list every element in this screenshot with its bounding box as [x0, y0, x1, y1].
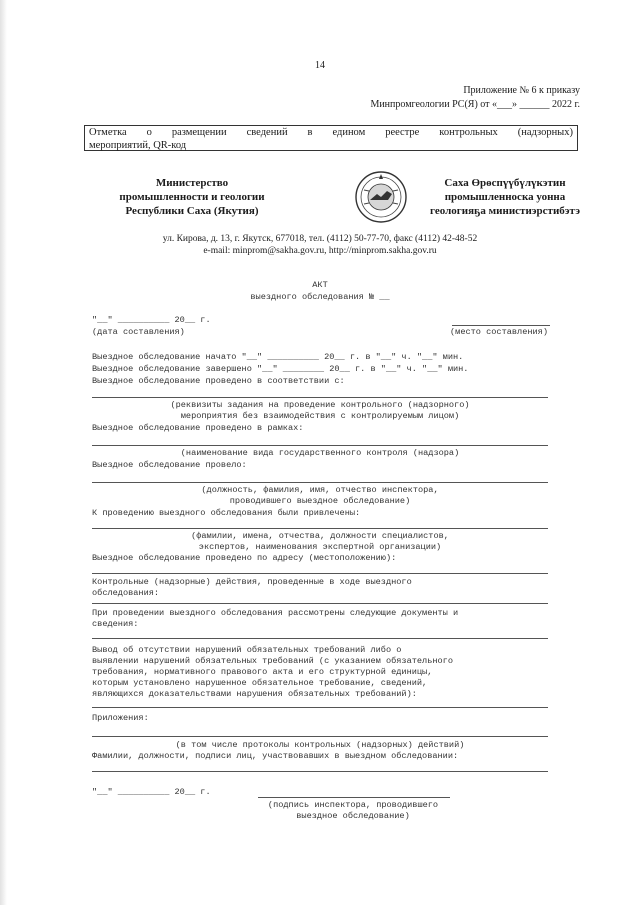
participants-line: Фамилии, должности, подписи лиц, участвовавших в выездном обследовании: — [92, 751, 459, 761]
page-number: 14 — [315, 60, 325, 71]
registry-box — [84, 125, 578, 151]
sign-date: "__" __________ 20__ г. — [92, 787, 211, 797]
ministry-sah-line-3: геологияҕа министиэрстибэтэ — [430, 205, 580, 217]
ministry-name-russian — [112, 176, 272, 218]
conclusion-line-3: требования, нормативного правового акта и его структурной единицы, — [92, 667, 433, 677]
ministry-sah-line-2: промышленноска уонна — [444, 191, 566, 203]
place-caption: (место составления) — [450, 327, 548, 337]
registry-line-2: мероприятий, QR-код — [89, 140, 187, 151]
actions-blank — [92, 603, 548, 604]
documents-blank — [92, 638, 548, 639]
appendix-line-1: Приложение № 6 к приказу — [463, 85, 580, 96]
actions-line-2: обследования: — [92, 588, 160, 598]
coat-of-arms-emblem — [354, 170, 408, 224]
date-field: "__" __________ 20__ г. — [92, 315, 211, 325]
conclusion-line-4: которым установлено нарушенное обязательное требование, сведений, — [92, 678, 428, 688]
participants-blank — [92, 771, 548, 772]
finished-line: Выездное обследование завершено "__" ________ 20__ г. в "__" ч. "__" мин. — [92, 364, 469, 374]
started-line: Выездное обследование начато "__" __________ 20__ г. в "__" ч. "__" мин. — [92, 352, 464, 362]
attachments-caption: (в том числе протоколы контрольных (надзорных) действий) — [175, 740, 465, 750]
conclusion-line-5: являющихся доказательствами нарушения обязательных требований): — [92, 689, 417, 699]
location-line: Выездное обследование проведено по адресу (местоположению): — [92, 553, 397, 563]
actions-line-1: Контрольные (надзорные) действия, проведенные в ходе выездного — [92, 577, 412, 587]
ministry-ru-line-3: Республики Саха (Якутия) — [125, 205, 259, 217]
involved-caption-1: (фамилии, имена, отчества, должности специалистов, — [191, 531, 449, 541]
ministry-ru-line-2: промышленности и геологии — [119, 191, 265, 203]
basis-blank — [92, 397, 548, 398]
appendix-line-2: Минпромгеологии РС(Я) от «___» ______ 2022 г. — [370, 99, 580, 110]
documents-line-2: сведения: — [92, 619, 139, 629]
conclusion-line-1: Вывод об отсутствии нарушений обязательных требований либо о — [92, 645, 402, 655]
appendix-header — [370, 84, 580, 112]
conducted-caption-1: (должность, фамилия, имя, отчество инспектора, — [201, 485, 439, 495]
attachments-line: Приложения: — [92, 713, 149, 723]
conducted-caption-2: проводившего выездное обследование) — [229, 496, 411, 506]
conclusion-line-2: выявлении нарушений обязательных требований (с указанием обязательного — [92, 656, 453, 666]
basis-caption-1: (реквизиты задания на проведение контрольного (надзорного) — [170, 400, 470, 410]
date-caption: (дата составления) — [92, 327, 185, 337]
location-blank — [92, 573, 548, 574]
involved-caption-2: экспертов, наименования экспертной организации) — [198, 542, 442, 552]
sign-caption-1: (подпись инспектора, проводившего — [267, 800, 439, 810]
attachments-blank — [92, 736, 548, 737]
conducted-blank — [92, 482, 548, 483]
conducted-line: Выездное обследование провело: — [92, 460, 247, 470]
framework-caption: (наименование вида государственного контроля (надзора) — [180, 448, 460, 458]
ministry-ru-line-1: Министерство — [155, 177, 229, 189]
involved-blank — [92, 528, 548, 529]
signature-line — [258, 797, 450, 798]
documents-line-1: При проведении выездного обследования рассмотрены следующие документы и — [92, 608, 459, 618]
basis-caption-2: мероприятия без взаимодействия с контролируемым лицом) — [180, 411, 460, 421]
registry-line-1: Отметка о размещении сведений в едином реестре контрольных (надзорных) — [89, 127, 573, 138]
basis-line: Выездное обследование проведено в соответствии с: — [92, 376, 345, 386]
act-title: АКТ — [312, 280, 328, 290]
ministry-sah-line-1: Саха Өрөспүүбүлүкэтин — [444, 177, 566, 189]
ministry-contacts — [0, 233, 640, 257]
ministry-address: ул. Кирова, д. 13, г. Якутск, 677018, тел. (4112) 50-77-70, факс (4112) 42-48-52 — [162, 234, 478, 244]
place-line — [452, 325, 550, 326]
framework-line: Выездное обследование проведено в рамках: — [92, 423, 304, 433]
conclusion-blank — [92, 707, 548, 708]
act-subtitle: выездного обследования № __ — [250, 292, 390, 302]
involved-line: К проведению выездного обследования были привлечены: — [92, 508, 361, 518]
scan-edge-shadow — [0, 0, 7, 905]
framework-blank — [92, 445, 548, 446]
ministry-email: e-mail: minprom@sakha.gov.ru, http://minprom.sakha.gov.ru — [203, 246, 437, 256]
sign-caption-2: выездное обследование) — [296, 811, 410, 821]
ministry-name-yakut — [420, 176, 590, 218]
